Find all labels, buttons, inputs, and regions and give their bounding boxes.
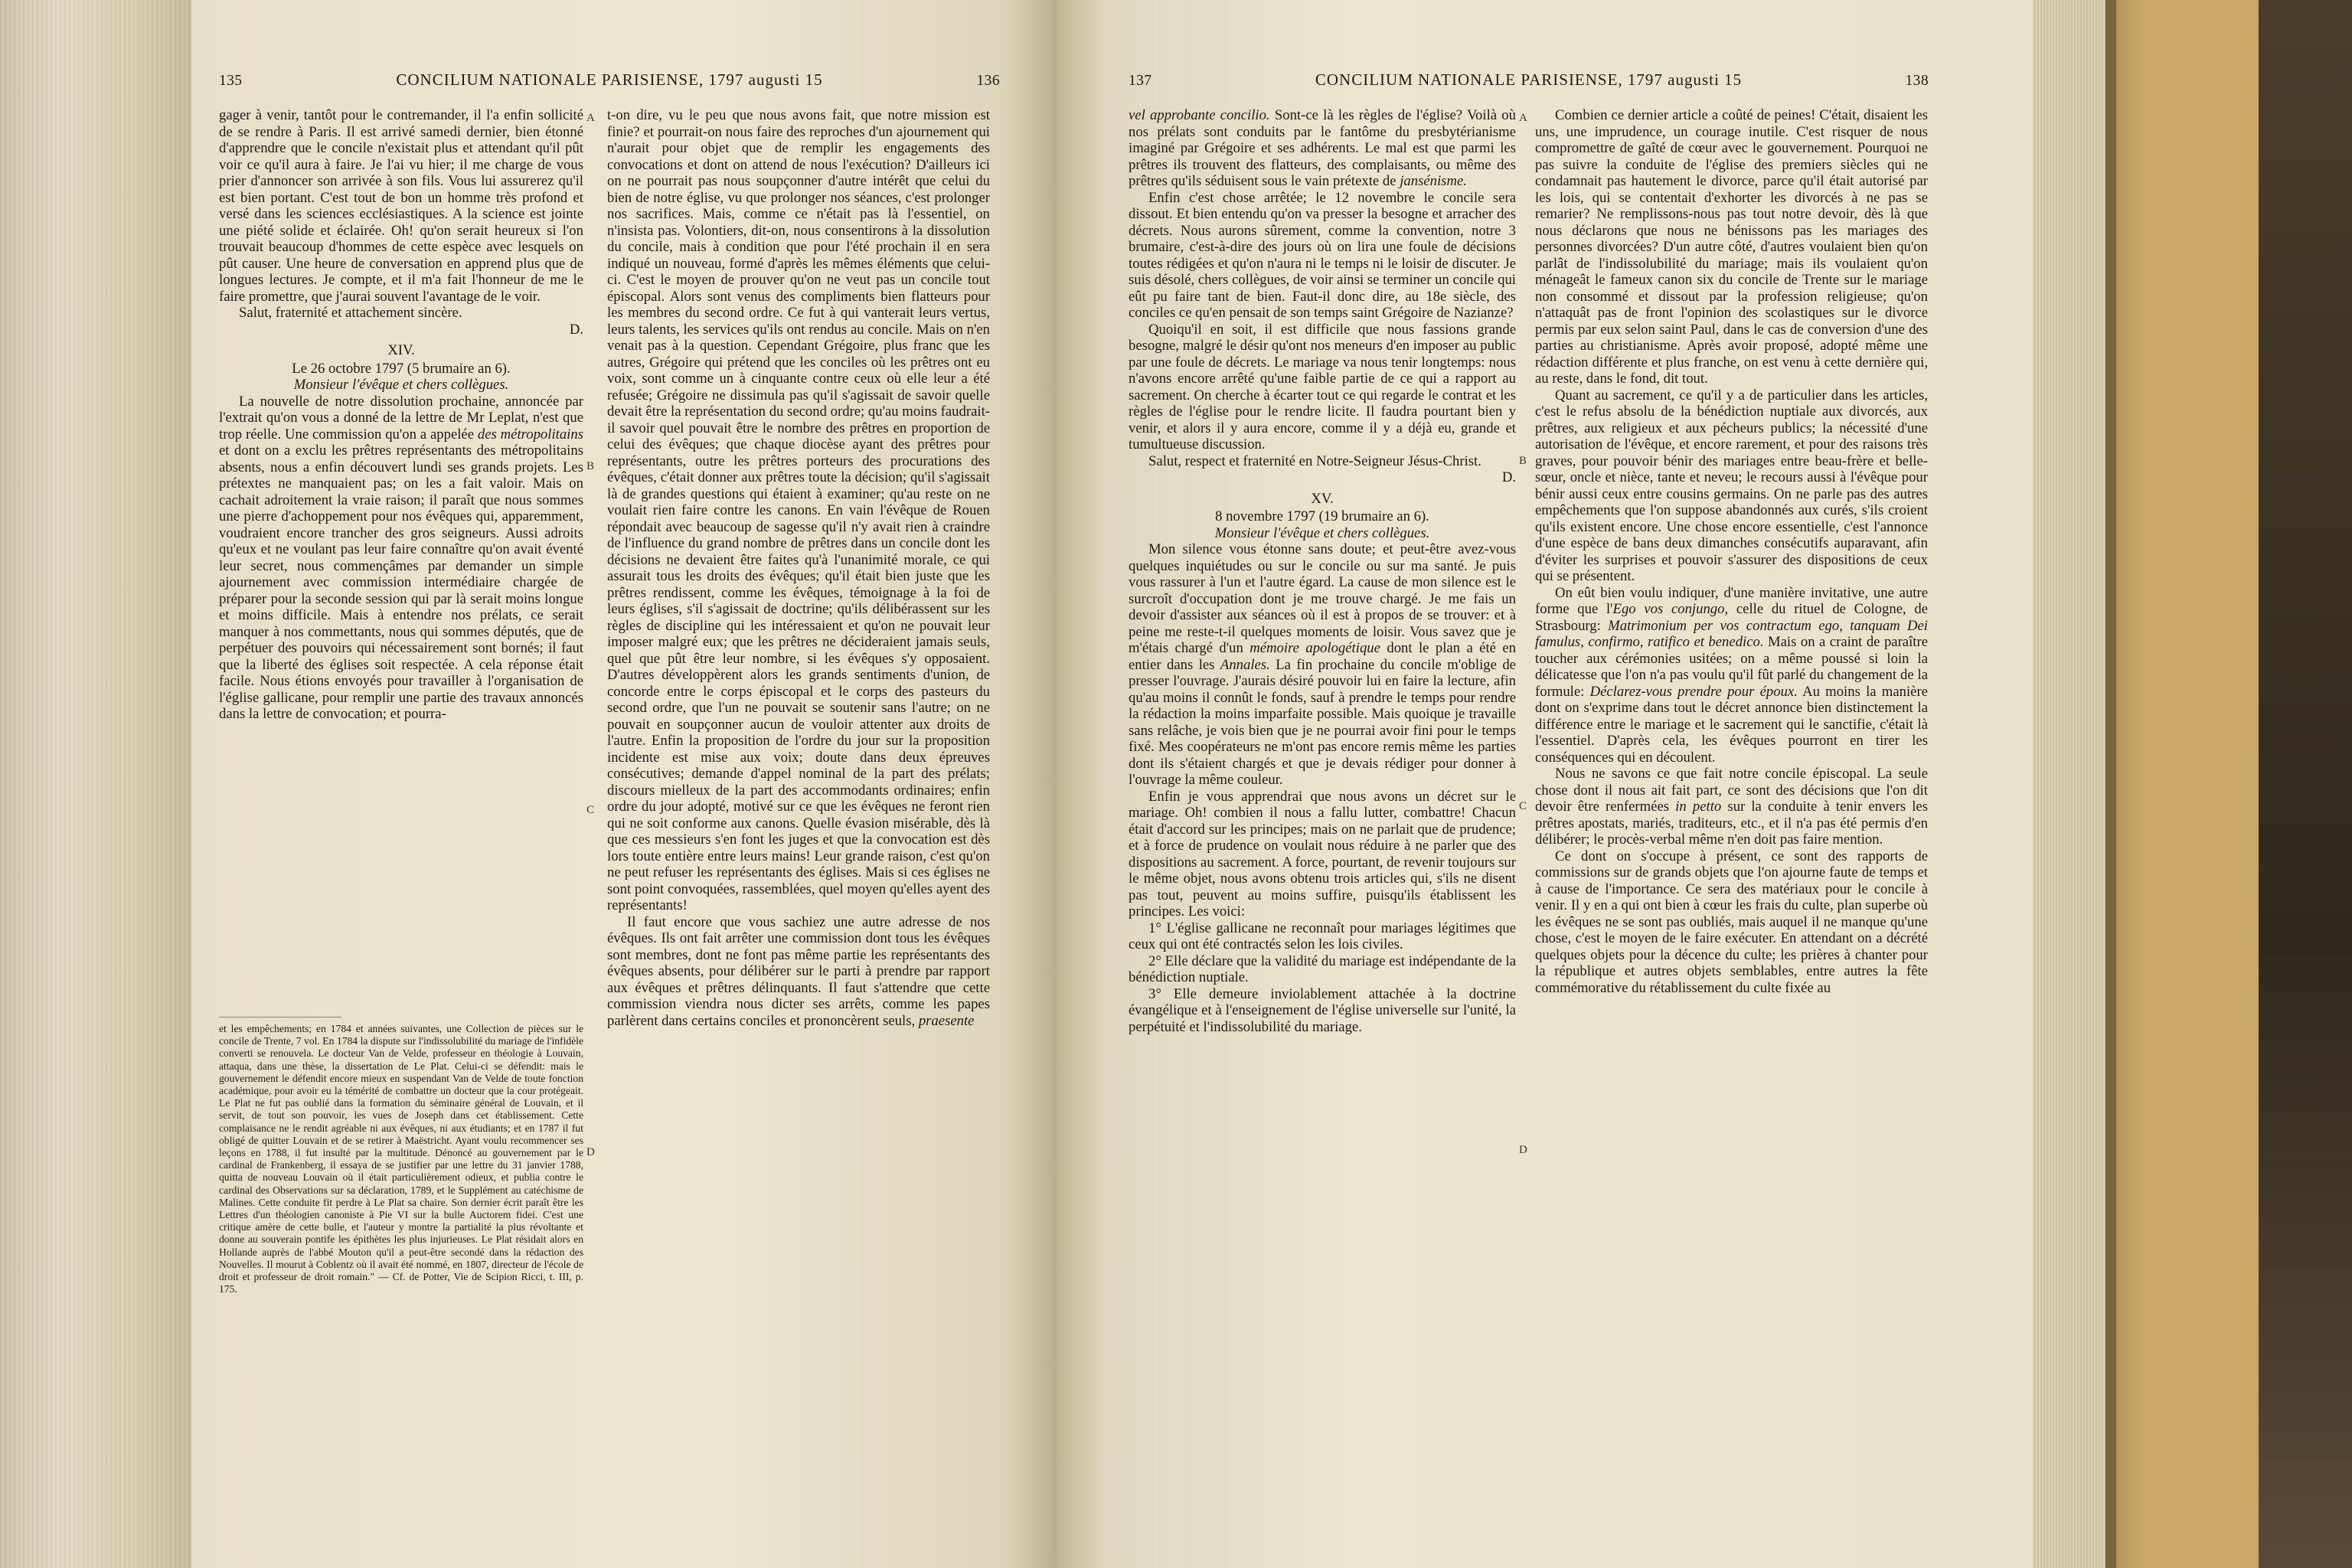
column-136: [607, 107, 990, 1029]
paragraph: On eût bien voulu indiquer, d'une manière invitative, une autre forme que l'Ego vos conjungo, celle du rituel de Cologne, de Strasbourg: Matrimonium per vos contractum ego, tanquam Dei famulus, confirmo, ratifico et benedico. Mais on a craint de paraître toucher aux cérémonies usitées; on a même poussé si loin la délicatesse que l'on n'a pas voulu qu'il fût parlé du changement de la formule: Déclarez-vous prendre pour époux. Au moins la manière dont on s'exprime dans tout le décret annonce bien distinctement la différence entre le mariage et le sacrement qui le sanctifie, c'était là l'essentiel. D'après cela, les évêques pourront en tirer les conséquences qui en découlent.: [1535, 584, 1928, 766]
article-2: 2° Elle déclare que la validité du mariage est indépendante de la bénédiction nuptiale.: [1129, 952, 1516, 985]
right-page-edges: [2033, 0, 2105, 1568]
paragraph: Ce dont on s'occupe à présent, ce sont des rapports de commissions sur de grands objets que l'on ajourne faute de temps et à cause de l'importance. Ce sera des matériaux pour le concile à venir. Il y en a qui ont bien à cœur les frais du culte, plan superbe où les évêques ne se sont pas oubliés, mais auquel il ne manque qu'une chose, c'est le moyen de le faire exécuter. En attendant on a décrété quelques objets pour la décence du culte; les prières à chanter pour la république et autres objets semblables, entre autres la fête commémorative du rétablissement du culte fixée au: [1535, 848, 1928, 996]
column-135: [219, 107, 583, 723]
cover-edge: [2105, 0, 2116, 1568]
section-heading: XIV.: [387, 342, 415, 358]
column-137: [1129, 107, 1516, 1035]
margin-marker-b: B: [586, 460, 595, 472]
letter-address: Monsieur l'évêque et chers collègues.: [1214, 524, 1430, 541]
margin-marker-d: D: [586, 1146, 595, 1158]
right-page-number: 138: [1905, 73, 1929, 89]
paragraph: La nouvelle de notre dissolution prochaine, annoncée par l'extrait qu'on vous a donné de la lettre de Mr Leplat, n'est que trop réelle. Une commission qu'on a appelée des métropolitains et dont on a exclu les prêtres représentants des métropolitains absents, nous a enfin découvert lundi ses grands projets. Les prétextes ne manquaient pas; on les a fait valoir. Mais on cachait adroitement la vraie raison; il paraît que nous sommes une pierre d'achoppement pour nos évêques qui, apparemment, voudraient encore trancher des gros seigneurs. Aussi adroits qu'eux et ne voulant pas leur faire connaître qu'on avait éventé leur secret, nous commençâmes par demander un simple ajournement avec commission intermédiaire chargée de préparer pour la seconde session qui par là serait moins longue et moins difficile. Mais à entendre nos prélats, ce serait manquer à nos commettants, nous qui sommes députés, que de perpétuer des pouvoirs qui nécessairement sont bornés; il faut que la liberté des églises soit respectée. A cela réponse était facile. Nous étions envoyés pour travailler à l'organisation de l'église gallicane, pour remplir une partie des travaux annoncés dans la lettre de convocation; et pourra-: [219, 393, 583, 722]
left-page-number: 135: [219, 73, 243, 89]
paragraph: Enfin c'est chose arrêtée; le 12 novembre le concile sera dissout. Et bien entendu qu'on va presser la besogne et arracher des décrets. Nous aurons sûrement, comme la convention, notre 3 brumaire, c'est-à-dire des jours où on lira une foule de décisions toutes rédigées et qu'on n'aura ni le temps ni le loisir de discuter. Je suis désolé, chers collègues, de voir ainsi se terminer un concile qui eût pu faire tant de bien. Faut-il donc dire, au 18e siècle, des conciles ce qu'en pensait de son temps saint Grégoire de Nazianze?: [1129, 189, 1516, 321]
paragraph: gager à venir, tantôt pour le contremander, il l'a enfin sollicité de se rendre à Paris. Il est arrivé samedi dernier, bien étonné d'apprendre que le concile n'existait plus et attendant qu'il pût voir ce qu'il aura à faire. Je l'ai vu hier; il me charge de vous prier d'annoncer son arrivée à son fils. Vous lui assurerez qu'il est bien portant. C'est tout de bon un homme très profond et versé dans les sciences ecclésiastiques. A la science est jointe une piété solide et éclairée. Oh! qu'on serait heureux si l'on trouvait beaucoup d'hommes de cette espèce avec lesquels on pût causer. Une heure de conversation en apprend plus que de longues lectures. Je compte, et il m'a fait l'honneur de me le faire promettre, que j'aurai souvent l'avantage de le voir.: [219, 107, 583, 305]
margin-marker-b: B: [1519, 455, 1527, 467]
letter-date: 8 novembre 1797 (19 brumaire an 6).: [1215, 508, 1429, 524]
right-running-header: [1129, 70, 1929, 90]
paragraph: t-on dire, vu le peu que nous avons fait, que notre mission est finie? et pourrait-on nous faire des reproches d'un ajournement qui n'aurait pour objet que de remplir les engagements des convocations et dont on attend de nous l'exécution? D'ailleurs ici on ne pourrait pas nous soupçonner d'autre intérêt que celui du bien de notre église, vu que prolonger nos séances, c'est prolonger nos sacrifices. Mais, comme ce n'était pas là l'essentiel, on n'insista pas. Volontiers, dit-on, nous consentirons à la dissolution du concile, mais à condition que pour l'été prochain il en sera indiqué un nouveau, formé d'après les mêmes éléments que celui-ci. C'est le moyen de prouver qu'on ne veut pas un concile tout épiscopal. Alors sont venus des compliments bien flatteurs pour les membres du second ordre. Ce fut à qui vanterait leurs vertus, leurs talents, les services qu'ils ont rendus au concile. Mais on n'en venait pas à la question. Cependant Grégoire, plus franc que les autres, Grégoire qui prétend que les conciles où les prêtres ont eu voix, sont comme un à cinquante contre ceux où elle leur a été refusée; Grégoire ne dissimula pas qu'il s'agissait de savoir quelle devait être la représentation du second ordre; qu'au moins faudrait-il savoir quel pouvait être le nombre des prêtres en proportion de celui des évêques; que chaque diocèse ayant des prêtres pour représentants, outre les prêtres porteurs des procurations des évêques, c'était donner aux prêtres toute la décision; qu'il s'agissait là de grandes questions qui étaient à examiner; qu'au reste on ne voulait rien faire contre les canons. En vain l'évêque de Rouen répondait avec beaucoup de sagesse qu'il n'y avait rien à craindre de l'influence du grand nombre de prêtres dans un concile dont les décisions ne devaient être faites qu'à l'unanimité morale, ce qui assurait tous les droits des évêques; qu'il était bien juste que les prêtres rendissent, comme les évêques, témoignage à la foi de leurs églises, s'il s'agissait de doctrine; qu'ils délibérassent sur les règles de discipline qui les intéressaient et qu'on ne pouvait leur imposer malgré eux; que les prêtres ne décideraient jamais seuls, quel que pût être leur nombre, si les évêques s'y opposaient. D'autres développèrent alors les grands sentiments d'union, de concorde entre le corps épiscopal et le corps des pasteurs du second ordre, que l'un ne pouvait se soutenir sans l'autre; on ne pouvait en soupçonner aucun de vouloir attenter aux droits de l'autre. Enfin la proposition de l'ordre du jour sur la proposition incidente est mise aux voix; doute dans deux épreuves consécutives; demande d'appel nominal de la part des prélats; discours mielleux de la part des accommodants ordinaires; enfin ordre du jour adopté, motivé sur ce que les évêques ne feront rien qui ne soit conforme aux canons. Quelle évasion misérable, dès là que ces messieurs s'en font les juges et que la convocation est dès lors toute entière entre leurs mains! Leur grande raison, c'est qu'on ne peut refuser les représentants des églises. Mais si ces églises ne sont point convoquées, rassemblées, quel moyen qu'elles ayent des représentants!: [607, 107, 990, 913]
letter-date: Le 26 octobre 1797 (5 brumaire an 6).: [292, 360, 511, 377]
paragraph: Il faut encore que vous sachiez une autre adresse de nos évêques. Ils ont fait arrêter une commission dont tous les évêques sont membres, dont ne font pas même partie les représentants des évêques absents, pour délibérer sur le parti à prendre par rapport aux évêques et prêtres délinquants. Il faut s'attendre que cette commission viendra nous dicter ses arrêts, comme les papes parlèrent dans certains conciles et prononcèrent seuls, praesente: [607, 913, 990, 1029]
margin-marker-a: A: [586, 112, 595, 124]
article-3: 3° Elle demeure inviolablement attachée à la doctrine évangélique et à l'enseignement de l'église universelle sur l'unité, la perpétuité et l'indissolubilité du mariage.: [1129, 985, 1516, 1035]
article-1: 1° L'église gallicane ne reconnaît pour mariages légitimes que ceux qui ont été contractés selon les lois civiles.: [1129, 920, 1516, 952]
footnote-rule: [219, 1017, 341, 1018]
section-heading: XV.: [1311, 490, 1334, 507]
left-running-header: [219, 70, 1000, 90]
left-running-title: CONCILIUM NATIONALE PARISIENSE, 1797 augusti 15: [396, 70, 823, 89]
paragraph: Quant au sacrement, ce qu'il y a de particulier dans les articles, c'est le refus absolu de la bénédiction nuptiale aux divorcés, aux prêtres, aux religieux et aux pécheurs publics; la nécessité d'une autorisation de l'évêque, et encore rarement, et pour des raisons très graves, pour pouvoir bénir des mariages entre beau-frère et belle-sœur, oncle et nièce, tante et neveu; le recours aussi à l'évêque pour bénir aussi ceux entre cousins germains. On ne parle pas des autres empêchements que l'on suppose abandonnés aux curés, s'ils croient qu'ils existent encore. Une chose encore essentielle, c'est l'annonce d'une espèce de bans deux dimanches consécutifs auparavant, afin d'éviter les surprises et pouvoir s'assurer des dispositions de ceux qui se présentent.: [1535, 387, 1928, 584]
background-surface: [2259, 0, 2352, 1568]
left-page: [191, 0, 1057, 1568]
paragraph: Nous ne savons ce que fait notre concile épiscopal. La seule chose dont il nous ait fait part, ce sont des décisions que l'on dit devoir être renfermées in petto sur la conduite à tenir envers les prêtres apostats, mariés, traditeurs, etc., et il n'a pas été permis d'en délibérer; le procès-verbal même n'en doit pas faire mention.: [1535, 766, 1928, 848]
right-page: [1057, 0, 2033, 1568]
margin-marker-c: C: [586, 804, 595, 816]
paragraph: Mon silence vous étonne sans doute; et peut-être avez-vous quelques inquiétudes ou sur le concile ou sur ma santé. Je puis vous rassurer à l'un et l'autre égard. La cause de mon silence est le surcroît d'occupation dont je me trouve chargé. Je me fais un devoir d'assister aux séances où il est à propos de se trouver: et à peine me reste-t-il quelques moments de loisir. Vous savez que je m'étais chargé d'un mémoire apologétique dont le plan a été en entier dans les Annales. La fin prochaine du concile m'oblige de presser l'ouvrage. J'aurais désiré pouvoir lui en faire la lecture, afin qu'au moins il connût le fonds, sauf à prendre le temps pour rendre la rédaction la moins imparfaite possible. Mais quoique je travaille sans relâche, je vois bien que je ne pourrai avoir fini pour le temps fixé. Mes coopérateurs ne m'ont pas encore remis même les parties dont ils s'étaient chargés et que je devais rédiger pour donner à l'ouvrage la même couleur.: [1129, 541, 1516, 788]
paragraph: Enfin je vous apprendrai que nous avons un décret sur le mariage. Oh! combien il nous a fallu lutter, combattre! Chacun était d'accord sur les principes; mais on ne parlait que de prudence; et à force de prudence on voulait nous réduire à ne parler que des dispositions au sacrement. A force, pourtant, de revenir toujours sur le même objet, nous avons obtenu trois articles qui, s'ils ne disent pas tout, peuvent au moins suffire, puisqu'ils établissent les principes. Les voici:: [1129, 788, 1516, 920]
footnote: et les empêchements; en 1784 et années suivantes, une Collection de pièces sur le concile de Trente, 7 vol. En 1784 la dispute sur l'indissolubilité du mariage de l'infidèle converti se renouvela. Le docteur Van de Velde, professeur en théologie à Louvain, attaqua, dans une thèse, la dissertation de Le Plat. Celui-ci se défendit: mais le gouvernement le défendit encore mieux en suspendant Van de Velde de toute fonction académique, pour avoir eu la témérité de combattre un docteur que la cour protégeait. Le Plat ne fut pas oublié dans la formation du séminaire général de Louvain, et il servit, de tout son pouvoir, les vues de Joseph dans cet établissement. Cette complaisance ne le rendit agréable ni aux évêques, ni aux étudiants; et en 1787 il fut obligé de quitter Louvain et de se retirer à Maëstricht. Ayant voulu recommencer ses leçons en 1788, il fut insulté par la multitude. Dénoncé au gouvernement par le cardinal de Frankenberg, il essaya de se justifier par une lettre du 31 janvier 1788, quitta de nouveau Louvain où il était particulièrement odieux, et publia contre le cardinal des Observations sur sa déclaration, 1789, et le Supplément au catéchisme de Malines. Cette conduite fit perdre à Le Plat sa chaire. Son dernier écrit paraît être les Lettres d'un théologien canoniste à Pie VI sur la bulle Auctorem fidei. C'est une critique amère de cette bulle, et l'auteur y montre la partialité la plus révoltante et donne au souverain pontife les épithètes les plus injurieuses. Le Plat résidait alors en Hollande auprès de l'abbé Mouton qu'il a peut-être secondé dans la rédaction des Nouvelles. Il mourut à Coblentz où il avait été nommé, en 1807, directeur de l'école de droit et professeur de droit romain." — Cf. de Potter, Vie de Scipion Ricci, t. III, p. 175.: [219, 1023, 583, 1295]
paragraph: vel approbante concilio. Sont-ce là les règles de l'église? Voilà où nos prélats sont conduits par le fantôme du presbytérianisme imaginé par Grégoire et ses adhérents. Le mal est que parmi les prêtres ils trouvent des flatteurs, des complaisants, ou même des prêtres qu'ils séduisent sous le vain prétexte de jansénisme.: [1129, 107, 1516, 189]
closing-salutation: Salut, fraternité et attachement sincère.: [239, 305, 462, 321]
signature: D.: [569, 321, 583, 338]
margin-marker-a: A: [1519, 112, 1527, 124]
right-column-number: 137: [1129, 73, 1152, 89]
margin-marker-c: C: [1519, 800, 1527, 812]
signature: D.: [1501, 469, 1516, 485]
left-column-number: 136: [976, 73, 1000, 89]
right-running-title: CONCILIUM NATIONALE PARISIENSE, 1797 augusti 15: [1315, 70, 1743, 89]
left-page-edges: [0, 0, 191, 1568]
letter-address: Monsieur l'évêque et chers collègues.: [293, 377, 509, 393]
paragraph: Combien ce dernier article a coûté de peines! C'était, disaient les uns, une imprudence, un courage inutile. C'est risquer de nous compromettre de gaîté de cœur avec le gouvernement. Pourquoi ne pas suivre la conduite de l'église des premiers siècles qui ne condamnait pas hautement le divorce, parce qu'il était autorisé par les lois, qui se contentait d'exhorter les divorcés à ne pas se remarier? Ne remplissons-nous pas tout notre devoir, dès là que nous déclarons que nous ne bénissons pas les mariages des personnes divorcées? D'un autre côté, d'autres voulaient bien qu'on parlât de l'indissolubilité du mariage; mais ils voulaient qu'on ménageât le fameux canon six du concile de Trente sur le mariage non consommé et dissout par la profession religieuse; qu'on n'attaquât pas de front l'opinion des scolastiques sur le divorce permis par eux selon saint Paul, dans le cas de conversion d'une des parties au christianisme. Après avoir proposé, adopté même une rédaction différente et plus franche, on est venu à cette dernière qui, au reste, dans le fond, dit tout.: [1535, 107, 1928, 387]
closing-salutation: Salut, respect et fraternité en Notre-Seigneur Jésus-Christ.: [1148, 452, 1481, 469]
column-138: [1535, 107, 1928, 996]
paragraph: Quoiqu'il en soit, il est difficile que nous fassions grande besogne, malgré le désir qu'ont nos meneurs d'en imposer au public par une foule de décrets. Le mariage va nous tenir longtemps: nous n'avons encore arrêté qu'une faible partie de ce qui a rapport au sacrement. On cherche à écarter tout ce qui regarde le contrat et les règles de l'église pour le rendre licite. Il faudra pourtant bien y venir, et alors il y aura encore, comme il y a déjà eu, grande et tumultueuse discussion.: [1129, 321, 1516, 452]
margin-marker-d: D: [1519, 1144, 1527, 1156]
